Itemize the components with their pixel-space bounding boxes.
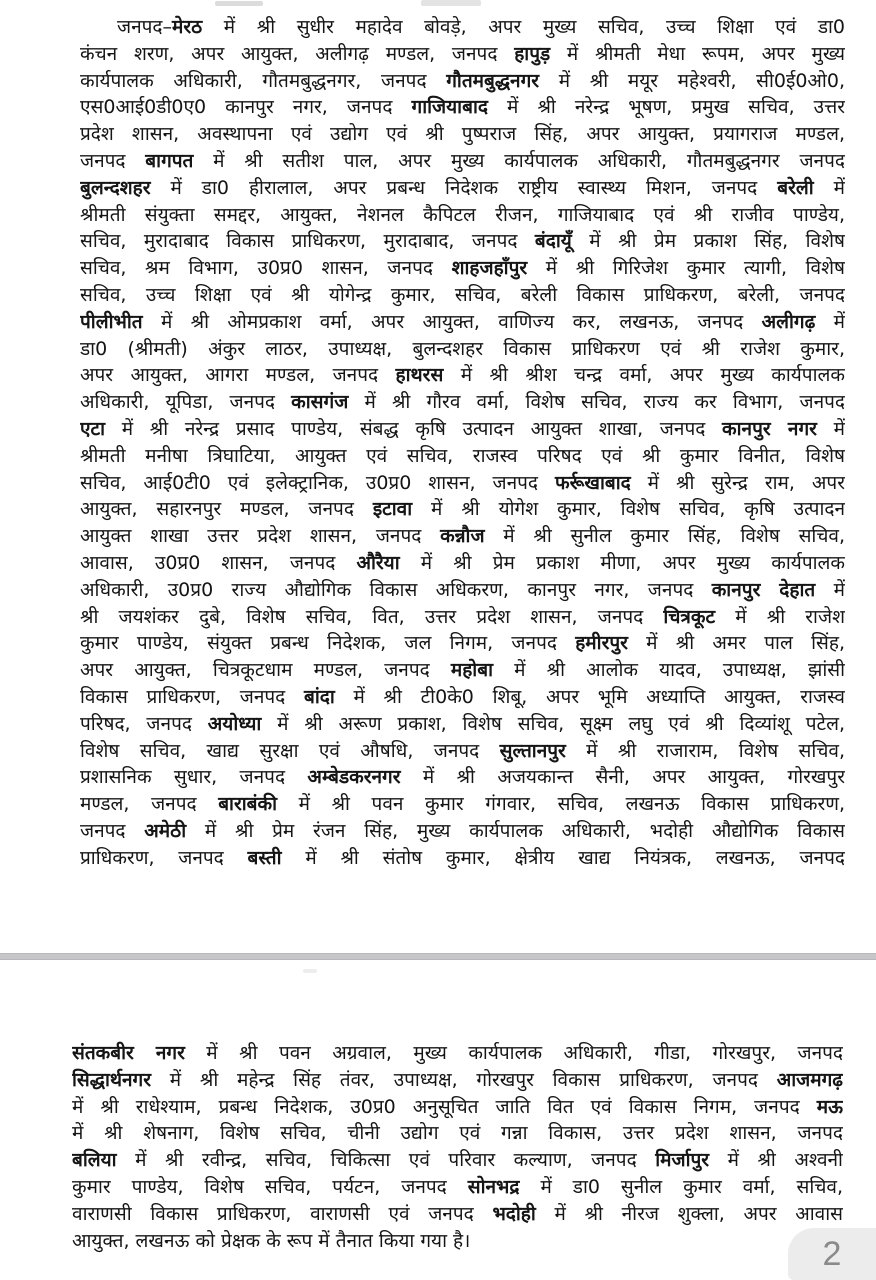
text-segment: में श्री नीरज शुक्ला, अपर आवास <box>535 1202 843 1225</box>
text-line <box>80 362 845 389</box>
text-segment: में श्री अश्वनी <box>709 1149 843 1172</box>
text-line <box>80 470 845 497</box>
text-segment: कुमार पाण्डेय, संयुक्त प्रबन्ध निदेशक, जल निगम, जनपद <box>80 632 576 655</box>
text-segment: में श्री योगेश कुमार, विशेष सचिव, कृषि उत्पादन <box>412 498 845 521</box>
text-segment: में श्री ओमप्रकाश वर्मा, अपर आयुक्त, वाणिज्य कर, लखनऊ, जनपद <box>142 310 762 333</box>
text-segment: में डा0 हीरालाल, अपर प्रबन्ध निदेशक राष्ट्रीय स्वास्थ्य मिशन, जनपद <box>150 176 778 199</box>
text-segment: मण्डल, जनपद <box>80 793 219 816</box>
district-name: बस्ती <box>247 846 282 869</box>
text-segment: में डा0 सुनील कुमार वर्मा, सचिव, <box>519 1175 843 1198</box>
text-segment: में श्री नरेन्द्र प्रसाद पाण्डेय, संबद्ध कृषि उत्पादन आयुक्त शाखा, जनपद <box>105 417 723 440</box>
district-name: सोनभद्र <box>467 1175 520 1198</box>
text-segment: में श्री गिरिजेश कुमार त्यागी, विशेष <box>527 257 845 280</box>
text-segment: अधिकारी, उ0प्र0 राज्य औद्योगिक विकास अधिकरण, कानपुर नगर, जनपद <box>80 578 712 601</box>
text-line <box>80 41 845 68</box>
text-line <box>80 791 845 818</box>
text-segment: सचिव, उच्च शिक्षा एवं श्री योगेन्द्र कुमार, सचिव, बरेली विकास प्राधिकरण, बरेली, जनपद <box>80 283 845 306</box>
district-name: बाराबंकी <box>218 793 278 816</box>
text-segment: अपर आयुक्त, आगरा मण्डल, जनपद <box>80 364 396 387</box>
text-segment: में <box>816 417 845 440</box>
district-name: आजमगढ़ <box>776 1068 843 1091</box>
text-segment: में श्री अमर पाल सिंह, <box>627 632 845 655</box>
district-name: बागपत <box>145 149 194 172</box>
district-name: एटा <box>80 417 106 440</box>
text-segment: में श्री सतीश पाल, अपर मुख्य कार्यपालक अधिकारी, गौतमबुद्धनगर जनपद <box>193 149 845 172</box>
text-line <box>80 94 845 121</box>
district-name: बंदायूँ <box>534 230 572 253</box>
text-line <box>80 255 845 282</box>
text-segment: कार्यपालक अधिकारी, गौतमबुद्धनगर, जनपद <box>80 69 447 92</box>
district-name: सुल्तानपुर <box>499 739 566 762</box>
text-segment: में श्री अजयकान्त सैनी, अपर आयुक्त, गोरखपुर <box>400 766 845 789</box>
text-line <box>80 309 845 336</box>
district-name: हापुड़ <box>514 42 551 65</box>
text-segment: परिषद, जनपद <box>80 712 208 735</box>
text-segment: डा0 (श्रीमती) अंकुर लाठर, उपाध्यक्ष, बुलन्दशहर विकास प्राधिकरण एवं श्री राजेश कुमार, <box>80 337 845 360</box>
district-name: अम्बेडकरनगर <box>307 766 401 789</box>
text-line <box>80 818 845 845</box>
district-name: भदोही <box>492 1202 536 1225</box>
page-number-badge <box>788 1228 876 1280</box>
text-segment: जनपद– <box>117 16 173 38</box>
text-line <box>80 228 845 255</box>
text-segment: में श्रीमती मेधा रूपम, अपर मुख्य <box>550 42 845 65</box>
text-segment: अपर आयुक्त, चित्रकूटधाम मण्डल, जनपद <box>80 659 451 682</box>
district-name: अमेठी <box>144 819 187 842</box>
text-line <box>80 523 845 550</box>
district-name: बुलन्दशहर <box>80 176 151 199</box>
text-line <box>72 1067 843 1094</box>
district-name: संतकबीर नगर <box>72 1042 185 1064</box>
text-segment: आयुक्त, सहारनपुर मण्डल, जनपद <box>80 498 373 521</box>
text-segment: में श्री टी0के0 शिबू, अपर भूमि अध्याप्ति आयुक्त, राजस्व <box>334 685 845 708</box>
text-line <box>72 1147 843 1174</box>
text-segment: में श्री प्रेम प्रकाश मीणा, अपर मुख्य कार्यपालक <box>399 551 845 574</box>
text-segment: में श्री श्रीश चन्द्र वर्मा, अपर मुख्य कार्यपालक <box>443 364 845 387</box>
district-name: बलिया <box>72 1149 117 1172</box>
page-number-label: 2 <box>822 1234 842 1273</box>
district-name: कन्नौज <box>440 525 485 548</box>
text-segment: में श्री मयूर महेश्वरी, सी0ई0ओ0, <box>539 69 845 92</box>
text-line <box>80 711 845 738</box>
district-name: अलीगढ़ <box>761 310 816 333</box>
text-segment: श्री जयशंकर दुबे, विशेष सचिव, वित, उत्तर प्रदेश शासन, जनपद <box>80 605 664 628</box>
text-segment: में श्री राजेश <box>715 605 845 628</box>
text-segment: में <box>815 310 845 333</box>
text-line <box>72 1228 843 1255</box>
text-segment: में श्री राधेश्याम, प्रबन्ध निदेशक, उ0प्र0 अनुसूचित जाति वित एवं विकास निगम, जनपद <box>72 1095 817 1118</box>
text-segment: वाराणसी विकास प्राधिकरण, वाराणसी एवं जनपद <box>72 1202 493 1225</box>
text-line <box>72 1040 843 1067</box>
text-segment: में श्री पवन अग्रवाल, मुख्य कार्यपालक अधिकारी, गीडा, गोरखपुर, जनपद <box>184 1042 843 1064</box>
text-line <box>80 282 845 309</box>
text-segment: में श्री आलोक यादव, उपाध्यक्ष, झांसी <box>493 659 845 682</box>
district-name: शाहजहाँपुर <box>451 257 528 280</box>
text-segment: श्रीमती मनीषा त्रिघाटिया, आयुक्त एवं सचिव, राजस्व परिषद एवं श्री कुमार विनीत, विशेष <box>80 444 845 467</box>
text-line <box>80 68 845 95</box>
text-segment: में श्री गौरव वर्मा, विशेष सचिव, राज्य कर विभाग, जनपद <box>348 391 845 414</box>
district-name: कानपुर नगर <box>722 417 817 440</box>
district-name: बांदा <box>303 685 335 708</box>
district-name: मेरठ <box>172 16 203 38</box>
district-name: सिद्धार्थनगर <box>72 1068 152 1091</box>
text-segment: जनपद <box>80 149 146 172</box>
text-segment: जनपद <box>80 819 145 842</box>
text-line <box>80 496 845 523</box>
text-segment: आयुक्त, लखनऊ को प्रेक्षक के रूप में तैनात किया गया है। <box>72 1229 471 1252</box>
text-line <box>72 1094 843 1121</box>
text-segment: आवास, उ0प्र0 शासन, जनपद <box>80 551 357 574</box>
text-segment: कुमार पाण्डेय, विशेष सचिव, पर्यटन, जनपद <box>72 1175 468 1198</box>
text-line <box>80 202 845 229</box>
text-line <box>80 148 845 175</box>
text-line <box>80 684 845 711</box>
page-1-text-region <box>80 14 845 872</box>
text-segment: श्रीमती संयुक्ता समद्दर, आयुक्त, नेशनल कैपिटल रीजन, गाजियाबाद एवं श्री राजीव पाण्डेय, <box>80 203 845 226</box>
page-2-text-region <box>72 1040 843 1254</box>
district-name: पीलीभीत <box>80 310 143 333</box>
text-line <box>80 550 845 577</box>
text-segment: में श्री महेन्द्र सिंह तंवर, उपाध्यक्ष, गोरखपुर विकास प्राधिकरण, जनपद <box>151 1068 777 1091</box>
text-segment: में श्री सुरेन्द्र राम, अपर <box>630 471 845 494</box>
text-line <box>80 443 845 470</box>
text-segment: विकास प्राधिकरण, जनपद <box>80 685 304 708</box>
text-segment: में <box>815 578 845 601</box>
district-name: अयोध्या <box>207 712 262 735</box>
text-line <box>72 1120 843 1147</box>
district-name: फर्रूखाबाद <box>554 471 631 494</box>
text-segment: में श्री संतोष कुमार, क्षेत्रीय खाद्य नियंत्रक, लखनऊ, जनपद <box>281 846 845 869</box>
text-segment: में श्री नरेन्द्र भूषण, प्रमुख सचिव, उत्तर <box>487 96 845 119</box>
text-line <box>80 389 845 416</box>
text-segment: में श्री प्रेम रंजन सिंह, मुख्य कार्यपालक अधिकारी, भदोही औद्योगिक विकास <box>186 819 845 842</box>
text-segment: में श्री प्रेम प्रकाश सिंह, विशेष <box>571 230 845 253</box>
text-line <box>80 14 845 41</box>
text-segment: में <box>813 176 845 199</box>
district-name: हमीरपुर <box>575 632 628 655</box>
text-segment: आयुक्त शाखा उत्तर प्रदेश शासन, जनपद <box>80 525 441 548</box>
text-line <box>80 175 845 202</box>
text-line <box>80 121 845 148</box>
text-segment: सचिव, मुरादाबाद विकास प्राधिकरण, मुरादाबाद, जनपद <box>80 230 535 253</box>
district-name: गौतमबुद्धनगर <box>446 69 540 92</box>
text-line <box>80 630 845 657</box>
scan-artifact <box>421 0 481 6</box>
text-line <box>80 738 845 765</box>
district-name: मऊ <box>816 1095 843 1118</box>
text-segment: सचिव, आई0टी0 एवं इलेक्ट्रानिक, उ0प्र0 शासन, जनपद <box>80 471 555 494</box>
district-name: कासगंज <box>291 391 349 414</box>
text-segment: में श्री शेषनाग, विशेष सचिव, चीनी उद्योग एवं गन्ना विकास, उत्तर प्रदेश शासन, जनपद <box>72 1122 843 1145</box>
district-name: मिर्जापुर <box>655 1149 710 1172</box>
text-line <box>72 1174 843 1201</box>
district-name: चित्रकूट <box>663 605 716 628</box>
text-line <box>80 845 845 872</box>
text-segment: विशेष सचिव, खाद्य सुरक्षा एवं औषधि, जनपद <box>80 739 500 762</box>
text-segment: प्रदेश शासन, अवस्थापना एवं उद्योग एवं श्री पुष्पराज सिंह, अपर आयुक्त, प्रयागराज मण्डल, <box>80 123 845 146</box>
scan-artifact <box>303 969 317 973</box>
text-line <box>80 764 845 791</box>
text-segment: में श्री पवन कुमार गंगवार, सचिव, लखनऊ विकास प्राधिकरण, <box>277 793 845 816</box>
scan-artifact <box>215 1 263 6</box>
text-segment: सचिव, श्रम विभाग, उ0प्र0 शासन, जनपद <box>80 257 452 280</box>
text-line <box>80 416 845 443</box>
text-segment: में श्री राजाराम, विशेष सचिव, <box>565 739 845 762</box>
text-segment: में श्री सुनील कुमार सिंह, विशेष सचिव, <box>484 525 845 548</box>
text-segment: प्रशासनिक सुधार, जनपद <box>80 766 308 789</box>
text-segment: में श्री रवीन्द्र, सचिव, चिकित्सा एवं परिवार कल्याण, जनपद <box>116 1149 656 1172</box>
text-line <box>72 1201 843 1228</box>
text-line <box>80 657 845 684</box>
text-line <box>80 604 845 631</box>
district-name: गाजियाबाद <box>411 96 488 119</box>
text-segment: एस0आई0डी0ए0 कानपुर नगर, जनपद <box>80 96 412 119</box>
district-name: औरैया <box>356 551 400 574</box>
text-segment: कंचन शरण, अपर आयुक्त, अलीगढ़ मण्डल, जनपद <box>80 42 515 65</box>
district-name: बरेली <box>777 176 814 199</box>
page-break-divider <box>0 953 876 960</box>
text-segment: प्राधिकरण, जनपद <box>80 846 248 869</box>
text-segment: अधिकारी, यूपिडा, जनपद <box>80 391 292 414</box>
district-name: इटावा <box>372 498 413 521</box>
district-name: कानपुर देहात <box>711 578 816 601</box>
text-segment: में श्री अरूण प्रकाश, विशेष सचिव, सूक्ष्म लघु एवं श्री दिव्यांशू पटेल, <box>261 712 845 735</box>
text-line <box>80 577 845 604</box>
district-name: महोबा <box>450 659 494 682</box>
text-line <box>80 336 845 363</box>
district-name: हाथरस <box>395 364 444 387</box>
text-segment: में श्री सुधीर महादेव बोवड़े, अपर मुख्य सचिव, उच्च शिक्षा एवं डा0 <box>202 16 845 38</box>
